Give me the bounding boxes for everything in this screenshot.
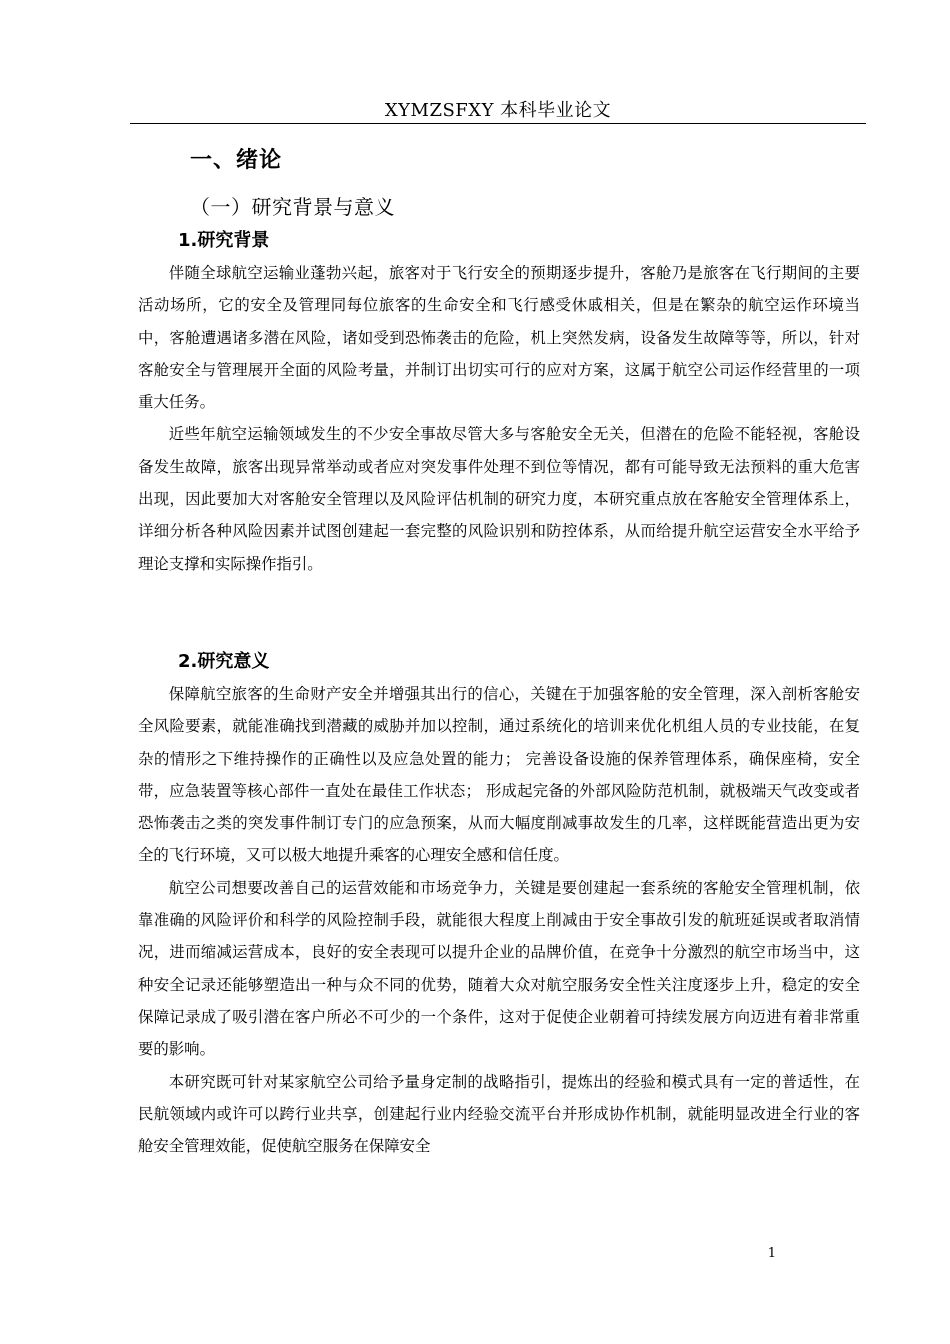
paragraph: 保障航空旅客的生命财产安全并增强其出行的信心，关键在于加强客舱的安全管理，深入剖析客舱安全风险要素，就能准确找到潜藏的威胁并加以控制，通过系统化的培训来优化机组人员的专业技能，在复杂的情形之下维持操作的正确性以及应急处置的能力； 完善设备设施的保养管理体系，确保座椅，安全带，应急装置等核心部件一直处在最佳工作状态； 形成起完备的外部风险防范机制，就极端天气改变或者恐怖袭击之类的突发事件制订专门的应急预案，从而大幅度削减事故发生的几率，这样既能营造出更为安全的飞行环境，又可以极大地提升乘客的心理安全感和信任度。 [138,685,860,865]
paragraph: 航空公司想要改善自己的运营效能和市场竞争力，关键是要创建起一套系统的客舱安全管理机制，依靠准确的风险评价和科学的风险控制手段，就能很大程度上削减由于安全事故引发的航班延误或者取消情况，进而缩减运营成本，良好的安全表现可以提升企业的品牌价值，在竞争十分激烈的航空市场当中，这种安全记录还能够塑造出一种与众不同的优势，随着大众对航空服务安全性关注度逐步上升，稳定的安全保障记录成了吸引潜在客户所必不可少的一个条件，这对于促使企业朝着可持续发展方向迈进有着非常重要的影响。 [138,878,860,1059]
paragraph: 近些年航空运输领域发生的不少安全事故尽管大多与客舱安全无关，但潜在的危险不能轻视，客舱设备发生故障，旅客出现异常举动或者应对突发事件处理不到位等情况，都有可能导致无法预料的重大危害出现，因此要加大对客舱安全管理以及风险评估机制的研究力度，本研究重点放在客舱安全管理体系上，详细分析各种风险因素并试图创建起一套完整的风险识别和防控体系，从而给提升航空运营安全水平给予理论支撑和实际操作指引。 [138,425,860,573]
page-number: 1 [767,1246,776,1261]
chapter-heading: 一、绪论 [190,148,283,173]
subsection-heading-significance: 2.研究意义 [178,651,270,672]
section-heading: （一）研究背景与意义 [190,195,395,219]
subsection-heading-background: 1.研究背景 [178,230,270,251]
background-section-body [138,257,860,580]
header-rule [130,123,866,124]
paragraph: 伴随全球航空运输业蓬勃兴起，旅客对于飞行安全的预期逐步提升，客舱乃是旅客在飞行期间的主要活动场所，它的安全及管理同每位旅客的生命安全和飞行感受休戚相关，但是在繁杂的航空运作环境当中，客舱遭遇诸多潜在风险，诸如受到恐怖袭击的危险，机上突然发病，设备发生故障等等，所以，针对客舱安全与管理展开全面的风险考量，并制订出切实可行的应对方案，这属于航空公司运作经营里的一项重大任务。 [138,264,860,412]
running-header: XYMZSFXY 本科毕业论文 [384,100,612,121]
significance-section-body [138,678,860,1162]
paragraph: 本研究既可针对某家航空公司给予量身定制的战略指引，提炼出的经验和模式具有一定的普适性，在民航领域内或许可以跨行业共享，创建起行业内经验交流平台并形成协作机制，就能明显改进全行业的客舱安全管理效能，促使航空服务在保障安全 [138,1072,860,1156]
